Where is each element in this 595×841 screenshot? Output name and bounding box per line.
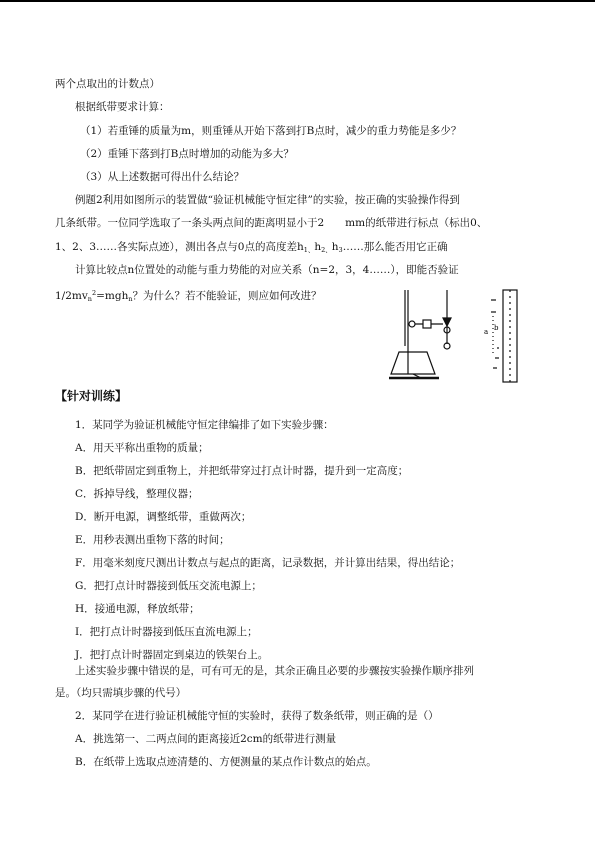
weight-icon [443,318,451,326]
option-line: A．挑选第一、二两点间的距离接近2cm的纸带进行测量 [75,733,337,745]
text-line: 两个点取出的计数点） [55,78,160,90]
question-stem: 2．某同学在进行验证机械能守恒的实验时，获得了数条纸带，则正确的是（） [75,710,439,722]
text-run: 1/2mv [55,290,88,302]
text-line: （1）若重锤的质量为m，则重锤从开始下落到打B点时，减少的重力势能是多少？ [80,125,462,137]
question-ask: 是。（均只需填步骤的代号） [55,687,187,699]
apparatus-figure [383,286,531,386]
text-run: 1、2、3……各实际点迹），测出各点与0点的高度差h [55,241,304,253]
option-line: F．用毫米刻度尺测出计数点与起点的距离，记录数据，并计算出结果，得出结论； [75,557,461,569]
text-run: h [331,241,339,253]
section-title: 【针对训练】 [55,389,128,403]
text-run: =mgh [96,290,129,302]
text-run: h [314,241,322,253]
option-line: J．把打点计时器固定到桌边的铁架台上。 [75,649,269,661]
text-line: 例题2利用如图所示的装置做“验证机械能守恒定律”的实验，按正确的实验操作得到 [75,194,460,206]
text-line: （2）重锤下落到打B点时增加的动能为多大？ [80,148,294,160]
option-line: B．在纸带上选取点迹清楚的、方便测量的某点作计数点的始点。 [75,756,377,768]
text-line: 根据纸带要求计算： [75,101,170,113]
option-line: B．把纸带固定到重物上，并把纸带穿过打点计时器，提升到一定高度； [75,465,409,477]
subscript: 1、 [303,246,315,254]
question-stem: 1．某同学为验证机械能守恒定律编排了如下实验步骤： [75,419,334,431]
timer-icon [423,320,431,328]
page-top-rule [0,0,595,2]
base-stand [391,352,435,374]
subscript: n [87,295,92,303]
text-line: 计算比较点n位置处的动能与重力势能的对应关系（n=2，3，4……），即能否验证 [75,264,459,276]
subscript: n [128,295,133,303]
subscript: 2、 [321,246,332,254]
option-line: H．接通电源，释放纸带； [75,603,200,615]
option-line: I．把打点计时器接到低压直流电源上； [75,626,258,638]
subscript: 3 [338,246,343,254]
option-line: E．用秒表测出重物下落的时间； [75,534,230,546]
clamp-icon [409,321,415,327]
option-line: D．断开电源，调整纸带，重做两次； [75,511,252,523]
figure-label-a: a [484,328,489,336]
text-line [55,240,448,257]
option-line: C．拆掉导线，整理仪器； [75,488,199,500]
text-line: 几条纸带。一位同学选取了一条头两点间的距离明显小于2 mm的纸带进行标点（标出0、 [55,217,488,229]
figure-label-b: b [494,324,499,332]
text-run: ……那么能否用它正确 [342,241,448,253]
text-line: （3）从上述数据可得出什么结论？ [80,171,245,183]
question-ask: 上述实验步骤中错误的是，可有可无的是，其余正确且必要的步骤按实验操作顺序排列 [75,665,474,677]
text-line [55,286,322,306]
option-line: G．把打点计时器接到低压交流电源上； [75,580,262,592]
superscript: 2 [91,289,97,297]
text-run: ？为什么？若不能验证，则应如何改进？ [132,290,322,302]
option-line: A．用天平称出重物的质量； [75,442,209,454]
